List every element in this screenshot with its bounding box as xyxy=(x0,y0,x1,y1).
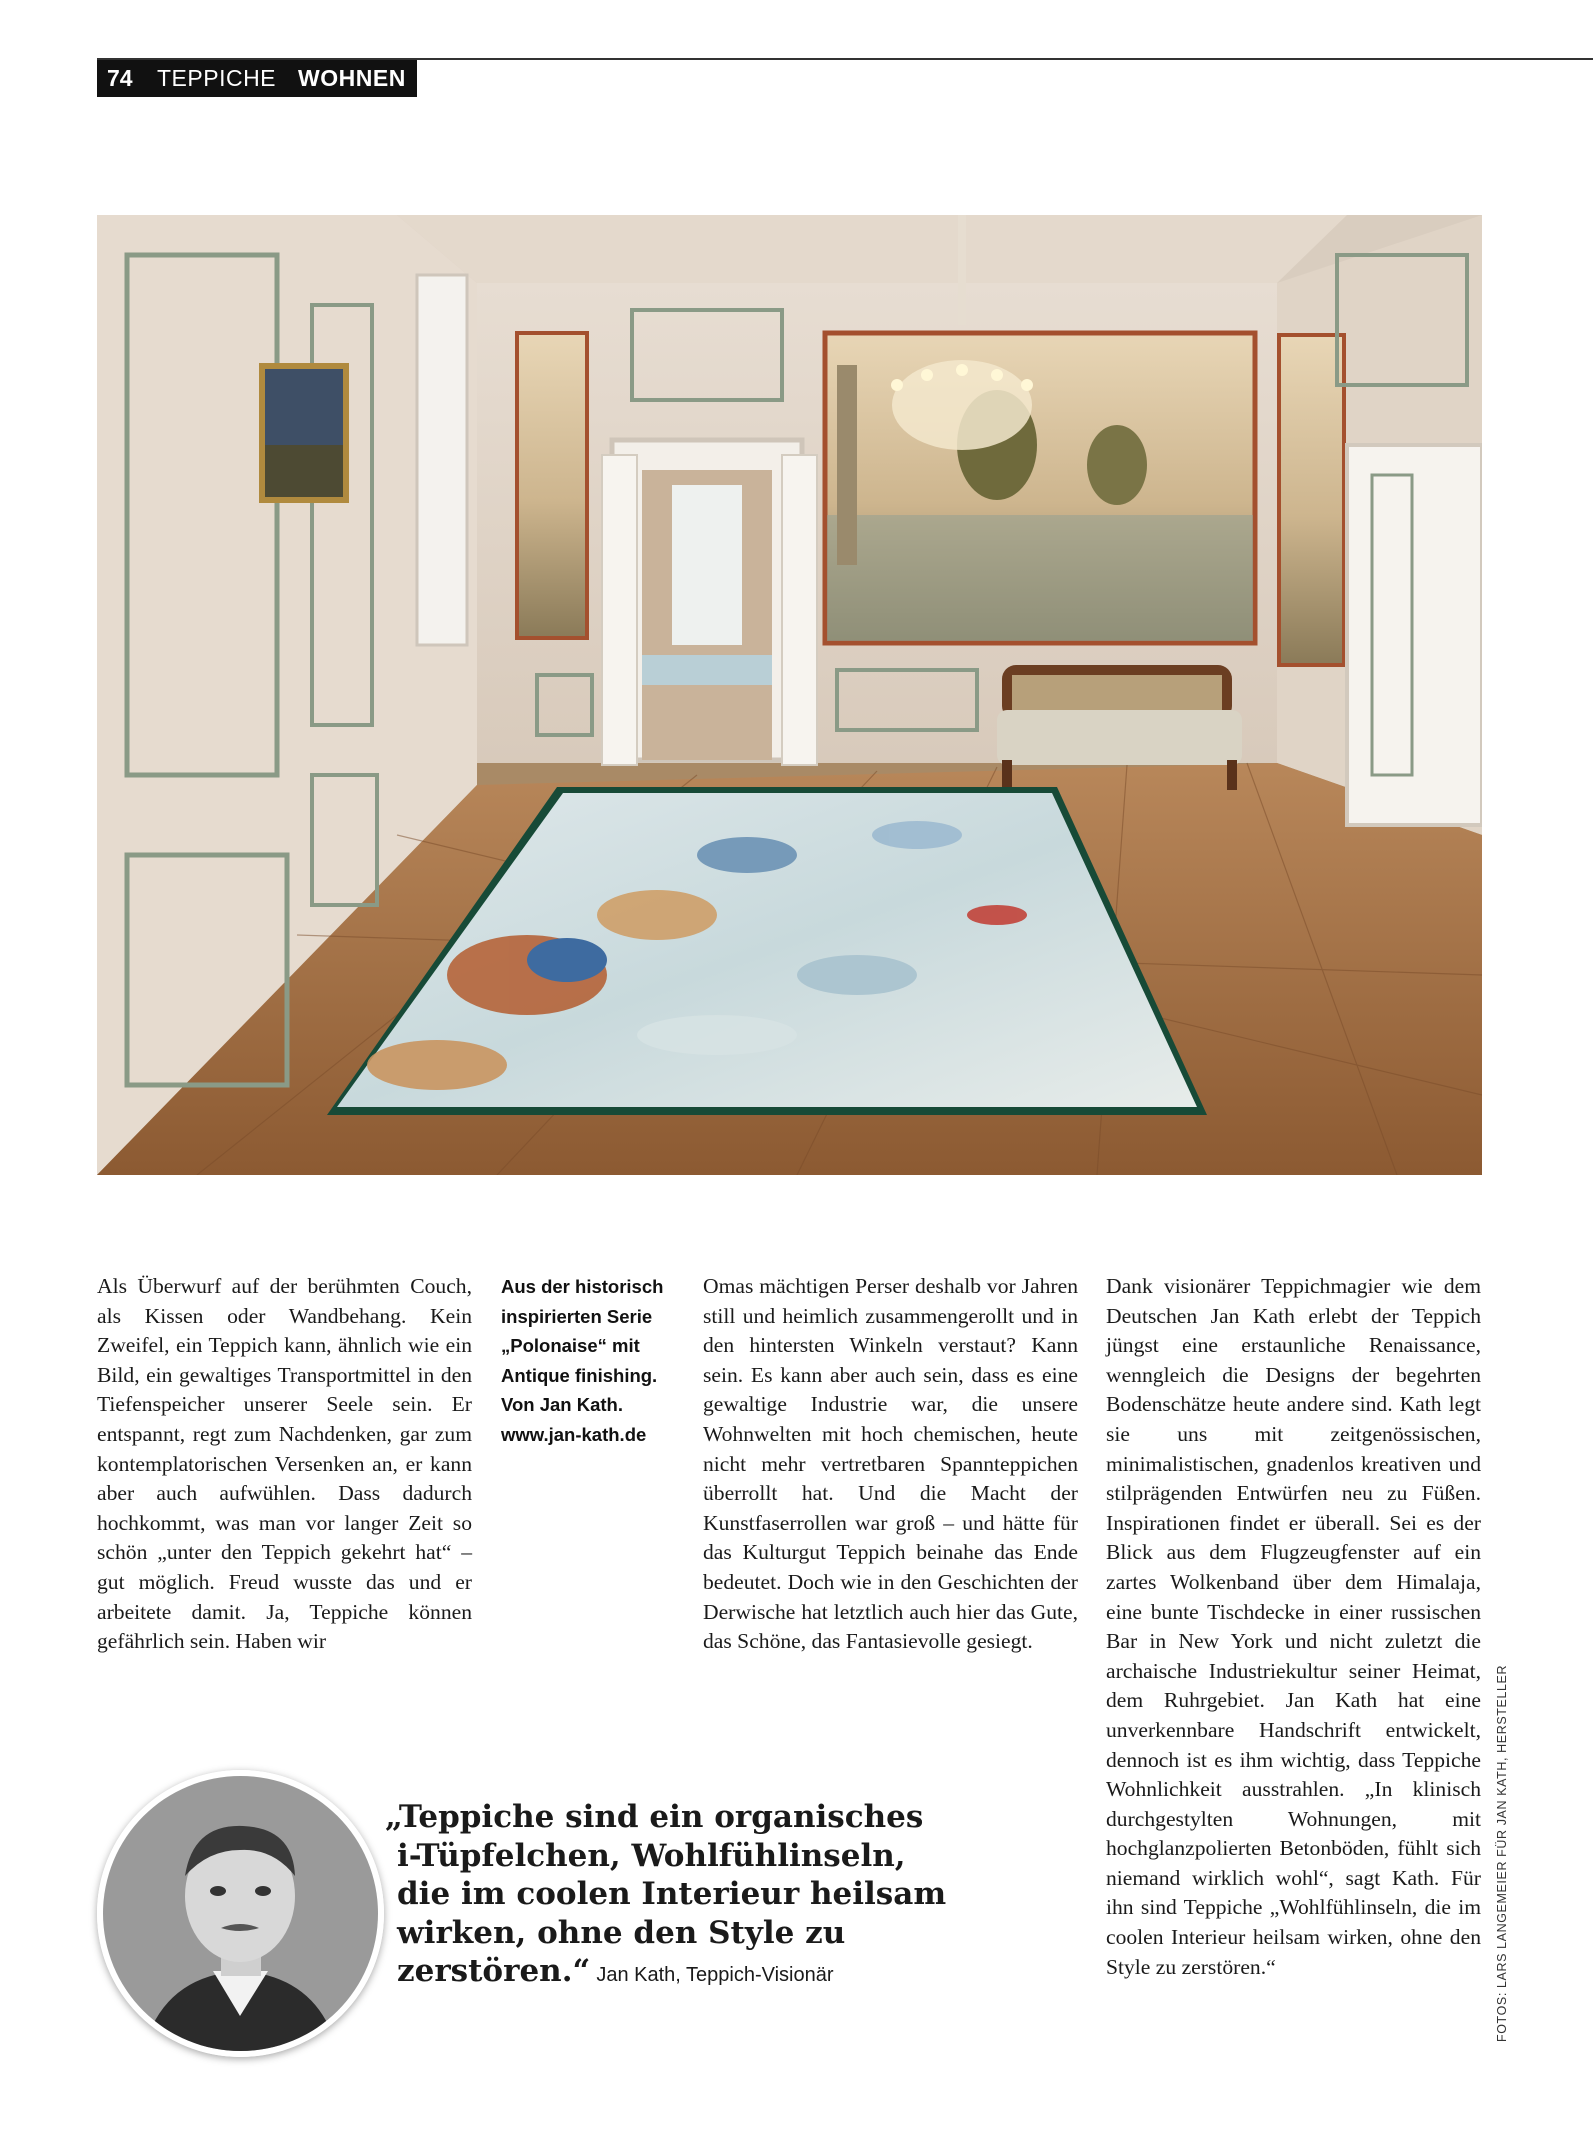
caption-line: Aus der historisch xyxy=(501,1276,664,1297)
man-portrait-icon xyxy=(103,1776,378,2051)
quote-line: die im coolen Interieur heilsam xyxy=(397,1876,947,1912)
caption-link[interactable]: www.jan-kath.de xyxy=(501,1423,647,1445)
caption-line: Von Jan Kath. xyxy=(501,1394,623,1416)
photo-credit: FOTOS: LARS LANGEMEIER FÜR JAN KATH, HERSTELLER xyxy=(1495,1664,1509,2042)
quote-line: „Teppiche sind ein organisches xyxy=(385,1799,924,1835)
quote-last-line xyxy=(385,1952,945,1995)
hero-photo xyxy=(97,215,1482,1175)
salon-rug-photo-icon xyxy=(97,215,1482,1175)
page-number: 74 xyxy=(107,65,133,91)
author-portrait xyxy=(97,1770,384,2057)
pull-quote xyxy=(385,1798,945,1995)
article-paragraph: Omas mächtigen Perser deshalb vor Jahren still und heimlich zusammengerollt und in den hintersten Winkeln verstaut? Kann sein. Es kann aber auch sein, dass es eine gewaltige Industrie war, die unsere Wohnwelten mit hoch chemischen, heute nicht mehr vertretbaren Spannteppichen überrollt hat. Und die Macht der Kunstfaserrollen war groß – und hätte für das Kulturgut Teppich beinahe das Ende bedeutet. Doch wie in den Geschichten der Derwische hat letztlich auch hier das Gute, das Schöne, das Fantasievolle gesiegt. xyxy=(703,1274,1078,1654)
article-paragraph: Als Überwurf auf der berühmten Couch, als Kissen oder Wandbehang. Kein Zweifel, ein Teppich kann, ähnlich wie ein Bild, ein gewaltiges Transportmittel in den Tiefenspeicher unserer Seele sein. Er entspannt, regt zum Nachdenken, gar zum kontemplatorischen Versenken an, er kann aber auch aufwühlen. Dass dadurch hochkommt, was man vor langer Zeit so schön „unter den Teppich gekehrt hat“ – gut möglich. Freud wusste das und er arbeitete damit. Ja, Teppiche können gefährlich sein. Haben wir xyxy=(97,1274,472,1654)
subsection-label: WOHNEN xyxy=(298,65,406,91)
photo-caption xyxy=(501,1272,676,1450)
caption-line: Antique finishing. xyxy=(501,1364,658,1386)
quote-attribution: Jan Kath, Teppich-Visionär xyxy=(596,1964,834,1986)
quote-line: wirken, ohne den Style zu xyxy=(397,1914,846,1951)
caption-line: „Polonaise“ mit xyxy=(501,1335,640,1357)
article-paragraph: Dank visionärer Teppichmagier wie dem Deutschen Jan Kath erlebt der Teppich jüngst eine erstaunliche Renaissance, wenngleich die Designs der begehrten Bodenschätze heute andere sind. Kath legt sie uns mit zeitgenössischen, minimalistischen, gnadenlos kreativen und stilprägenden Entwürfen neu zu Füßen. Inspirationen findet er überall. Sei es der Blick aus dem Flugzeugfenster auf ein zartes Wolkenband über dem Himalaja, eine bunte Tischdecke in einer russischen Bar in New York und nicht zuletzt die archaische Industriekultur seiner Heimat, dem Ruhrgebiet. Jan Kath hat eine unverkennbare Handschrift entwickelt, dennoch ist es ihm wichtig, dass Teppiche Wohnlichkeit ausstrahlen. „In klinisch durchgestylten Wohnungen, mit hochglanzpolierten Betonböden, fühlt sich niemand wirklich wohl“, sagt Kath. Für ihn sind Teppiche „Wohlfühlinseln, die im coolen Interieur heilsam wirken, ohne den Style zu zerstören.“ xyxy=(1106,1274,1481,1979)
quote-line: zerstören.“ xyxy=(397,1953,591,1989)
section-header xyxy=(97,60,417,97)
caption-line: inspirierten Serie xyxy=(501,1305,653,1327)
article-column-4 xyxy=(1106,1272,1481,1982)
section-label: TEPPICHE xyxy=(157,65,277,91)
article-column-1 xyxy=(97,1272,472,1657)
article-column-3 xyxy=(703,1272,1078,1657)
quote-line: i-Tüpfelchen, Wohlfühlinseln, xyxy=(397,1837,906,1874)
